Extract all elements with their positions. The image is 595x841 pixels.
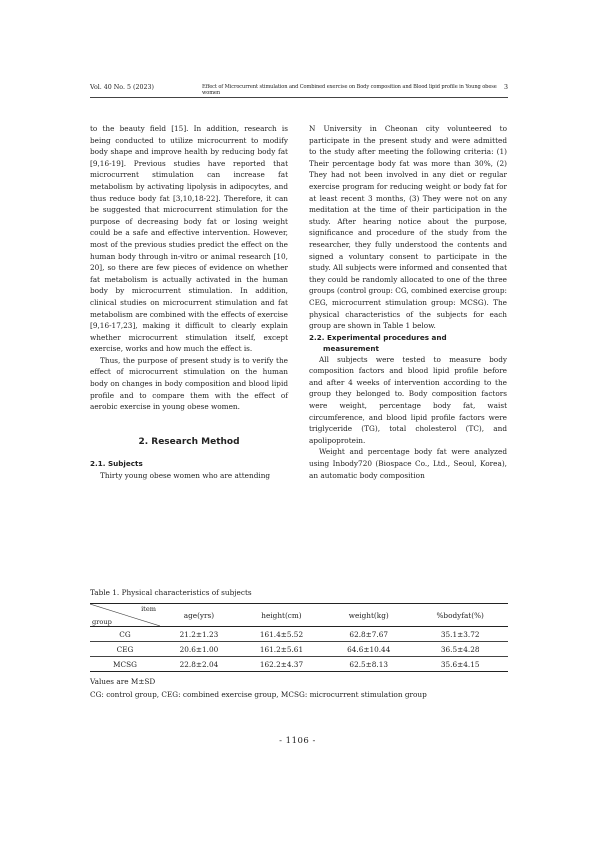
table-row (90, 642, 508, 657)
table-cell: 161.4±5.52 (259, 629, 304, 639)
column-header: height(cm) (261, 610, 302, 620)
left-column (90, 123, 288, 482)
right-paragraph-1: N University in Cheonan city volunteered to participate in the present study and were admitted to the study after meeting the following criteria: (1) Their percentage body fat was more than 30%, (2) They had not been involved in any diet or regular exercise program for reducing weight or body fat for at least recent 3 months, (3) They were not on any meditation at the time of their participation in the study. After hearing notice about the purpose, significance and procedure of the study from the researcher, they fully understood the contents and signed a voluntary consent to participate in the study. All subjects were informed and consented that they could be randomly allocated to one of the three groups (control group: CG, combined exercise group: CEG, microcurrent stimulation group: MCSG). The physical characteristics of the subjects for each group are shown in Table 1 below. (309, 124, 507, 331)
row-group-label: CG (119, 629, 131, 639)
table-cell: 35.1±3.72 (440, 629, 480, 639)
table-cell: 62.5±8.13 (349, 659, 389, 669)
table-cell: 22.8±2.04 (179, 659, 219, 669)
subsection-title-line-2: measurement (323, 343, 379, 353)
row-group-label: MCSG (113, 659, 137, 669)
table-cell: 161.2±5.61 (259, 644, 304, 654)
table-cell: 64.6±10.44 (347, 644, 391, 654)
right-paragraph-2: All subjects were tested to measure body composition factors and blood lipid profile before and after 4 weeks of intervention according to the group they belonged to. Body composition factors were weight, percentage body fat, waist circumference, and blood lipid profile factors were triglyceride (TG), total cholesterol (TC), and apolipoprotein. (309, 354, 507, 445)
right-paragraph-3: Weight and percentage body fat were analyzed using Inbody720 (Biospace Co., Ltd., Seoul, Korea), an automatic body composition (309, 447, 507, 480)
journal-volume: Vol. 40 No. 5 (2023) (90, 84, 154, 91)
row-group-label: CEG (116, 644, 134, 654)
corner-group-label: group (92, 618, 112, 626)
table-note-values: Values are M±SD (90, 677, 156, 686)
right-column (309, 123, 507, 481)
corner-item-label: item (141, 605, 156, 613)
running-title: Effect of Microcurrent stimulation and Combined exercise on Body composition and Blood lipid profile in Young obese women (202, 84, 497, 96)
subjects-table (90, 603, 508, 672)
left-paragraph-3: Thirty young obese women who are attending (100, 471, 271, 481)
table-cell: 62.8±7.67 (349, 629, 389, 639)
left-paragraph-2: Thus, the purpose of present study is to verify the effect of microcurrent stimulation on the human body on changes in body composition and blood lipid profile and to compare them with the effect of aerobic exercise in young obese women. (90, 355, 288, 412)
page-footer-number: - 1106 - (279, 736, 316, 746)
column-header: %bodyfat(%) (436, 610, 484, 620)
page-header (90, 84, 508, 98)
table-row (90, 657, 508, 672)
header-page-number: 3 (503, 84, 508, 91)
table-corner-cell (90, 604, 160, 627)
subsection-title-procedures (309, 332, 507, 354)
table-cell: 20.6±1.00 (179, 644, 219, 654)
subsection-title-subjects: 2.1. Subjects (90, 459, 143, 469)
header-rule (90, 97, 508, 98)
table-note-abbreviations: CG: control group, CEG: combined exercise group, MCSG: microcurrent stimulation group (90, 689, 427, 699)
left-paragraph-1: to the beauty field [15]. In addition, research is being conducted to utilize microcurrent to modify body shape and improve health by reducing body fat [9,16-19]. Previous studies have reported that microcurrent stimulation can increase fat metabolism by activating lipolysis in adipocytes, and thus reduce body fat [3,10,18-22]. Therefore, it can be suggested that microcurrent stimulation for the purpose of decreasing body fat or losing weight could be a safe and effective intervention. However, most of the previous studies predict the effect on the human body through in-vitro or animal research [10, 20], so there are few pieces of evidence on whether fat metabolism is actually activated in the human body by microcurrent stimulation. In addition, clinical studies on microcurrent stimulation and fat metabolism are combined with the effects of exercise [9,16-17,23], making it difficult to clearly explain whether microcurrent stimulation itself, except exercise, works and how much the effect is. (90, 124, 288, 354)
table-notes (90, 676, 427, 701)
table-header-row (90, 604, 508, 627)
table-cell: 162.2±4.37 (259, 659, 304, 669)
column-header: age(yrs) (183, 610, 215, 620)
table-row (90, 627, 508, 642)
section-title-research-method: 2. Research Method (138, 436, 240, 447)
subsection-title-line-1: 2.2. Experimental procedures and (309, 332, 447, 342)
table-cell: 36.5±4.28 (440, 644, 480, 654)
table-cell: 21.2±1.23 (179, 629, 219, 639)
column-header: weight(kg) (348, 610, 389, 620)
table-caption: Table 1. Physical characteristics of subjects (90, 588, 252, 597)
table-cell: 35.6±4.15 (440, 659, 480, 669)
